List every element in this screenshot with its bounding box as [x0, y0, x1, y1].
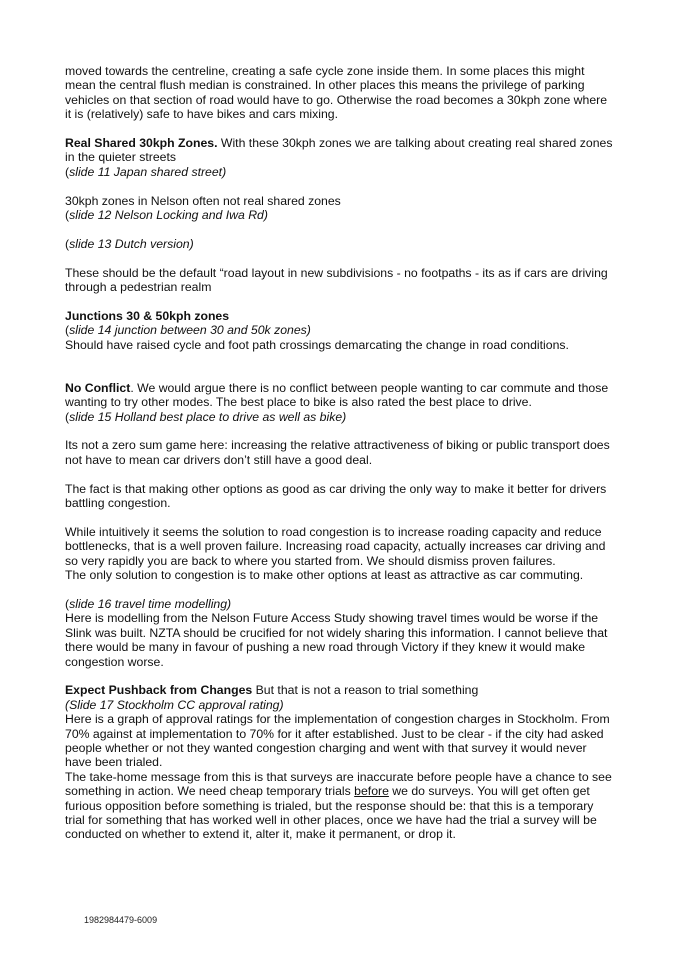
- no-conflict-paragraph: [65, 381, 613, 424]
- modelling-text: Here is modelling from the Nelson Future Access Study showing travel times would be worse if the Slink was built. NZTA should be crucified for not widely sharing this information. I cannot believe that there would be many in favour of pushing a new road through Victory if they knew it would make congestion worse.: [65, 611, 608, 669]
- intro-paragraph: moved towards the centreline, creating a safe cycle zone inside them. In some places this might mean the central flush median is constrained. In other places this means the privilege of parking vehicles on that section of road would have to go. Otherwise the road becomes a 30kph zone where it is (relatively) safe to have bikes and cars mixing.: [65, 64, 608, 122]
- slide-13-paragraph: [65, 237, 613, 251]
- slide-16-paren: (: [65, 596, 70, 611]
- no-conflict-text: . We would argue there is no conflict between people wanting to car commute and those wanting to try other modes. The best place to bike is also rated the best place to drive.: [65, 380, 609, 410]
- slide-14-note: slide 14 junction between 30 and 50k zones): [69, 323, 311, 338]
- slide-17-note: (Slide 17 Stockholm CC approval rating): [65, 697, 284, 712]
- no-conflict-heading: No Conflict: [65, 380, 131, 395]
- only-solution-paragraph: The only solution to congestion is to make other options at least as attractive as car commuting.: [65, 568, 584, 583]
- slide-15-note: slide 15 Holland best place to drive as well as bike): [69, 409, 347, 424]
- nelson-zones-text: 30kph zones in Nelson often not real shared zones: [65, 193, 341, 208]
- default-layout-paragraph: These should be the default “road layout in new subdivisions - no footpaths - its as if cars are driving through a pedestrian realm: [65, 265, 608, 295]
- document-id-footer: 1982984479-6009: [84, 915, 158, 925]
- fact-paragraph: The fact is that making other options as good as car driving the only way to make it better for drivers battling congestion.: [65, 481, 607, 511]
- takehome-text-a: The take-home message from this is that surveys are inaccurate before people have a chance to see something in action. We need cheap temporary trials: [65, 769, 612, 799]
- slide-14-paren: (: [65, 323, 70, 338]
- pushback-paragraph: [65, 683, 613, 841]
- junctions-text: Should have raised cycle and foot path crossings demarcating the change in road conditions.: [65, 337, 569, 352]
- modelling-paragraph: [65, 597, 613, 669]
- shared-zones-text: With these 30kph zones we are talking about creating real shared zones in the quieter streets: [65, 136, 613, 165]
- intuitive-paragraph: While intuitively it seems the solution to road congestion is to increase roading capacity and reduce bottlenecks, that is a well proven failure. Increasing road capacity, actually increases car driving and so very rapidly you are back to where you started from. We should dismiss proven failures.: [65, 524, 606, 568]
- slide-13-note: slide 13 Dutch version): [69, 236, 194, 251]
- junctions-paragraph: [65, 309, 613, 352]
- graph-text: Here is a graph of approval ratings for the implementation of congestion charges in Stockholm. From 70% against at implementation to 70% for it after established. Just to be clear - if the city had asked people whether or not they wanted congestion charging and went with that survey it would never have been trialed.: [65, 712, 610, 770]
- slide-16-note: slide 16 travel time modelling): [69, 596, 232, 611]
- takehome-text-b: we do surveys. You will get often get furious opposition before something is trialed, but the response should be: that this is a temporary trial for something that has worked well in other places, once we have had the trial a survey will be conducted on whether to extend it, alter it, make it permanent, or drop it.: [65, 784, 597, 842]
- slide-13-paren: (: [65, 236, 70, 251]
- document-body: [65, 64, 613, 842]
- slide-11-note: slide 11 Japan shared street): [69, 164, 227, 179]
- slide-15-paren: (: [65, 409, 70, 424]
- slide-11-paren: (: [65, 164, 70, 179]
- nelson-zones-paragraph: [65, 194, 613, 223]
- pushback-heading: Expect Pushback from Changes: [65, 683, 253, 698]
- pushback-text: But that is not a reason to trial something: [252, 683, 479, 698]
- shared-zones-heading: Real Shared 30kph Zones.: [65, 136, 218, 151]
- takehome-underline: before: [354, 784, 389, 799]
- slide-12-note: slide 12 Nelson Locking and Iwa Rd): [69, 208, 268, 223]
- slide-12-paren: (: [65, 208, 70, 223]
- zero-sum-paragraph: Its not a zero sum game here: increasing the relative attractiveness of biking or public transport does not have to mean car drivers don’t still have a good deal.: [65, 438, 610, 467]
- junctions-heading: Junctions 30 & 50kph zones: [65, 308, 230, 323]
- shared-zones-paragraph: [65, 136, 613, 179]
